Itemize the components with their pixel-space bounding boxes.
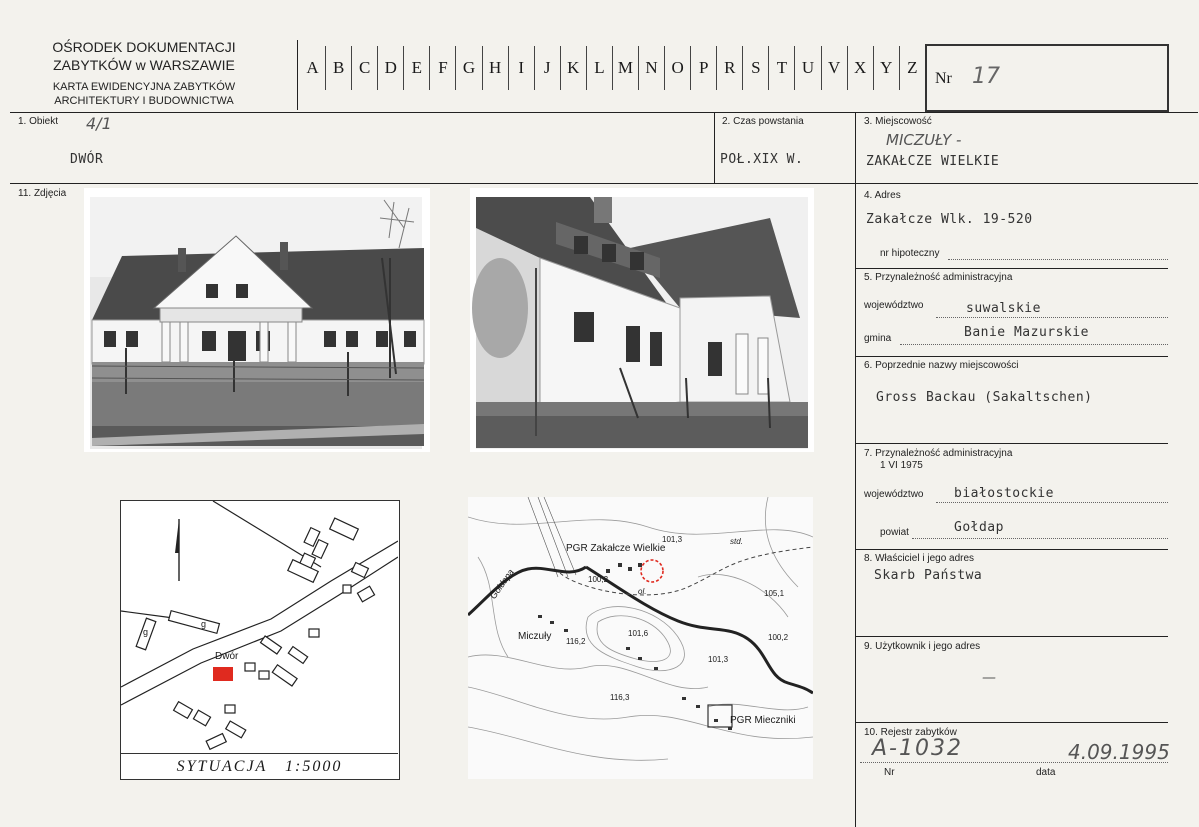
photo-side-image [470, 188, 814, 452]
obiekt-label: 1. Obiekt [18, 116, 59, 127]
org-title [20, 38, 268, 74]
g-label-1: g [143, 627, 149, 637]
alphabet-letter: Y [873, 46, 899, 90]
topo-h1013b: 101,3 [708, 655, 729, 664]
org-line2: ZABYTKÓW w WARSZAWIE [53, 57, 235, 73]
uzytk-label: 9. Użytkownik i jego adres [864, 641, 981, 652]
alphabet-letter: R [716, 46, 742, 90]
topo-h1002a: 100,2 [588, 575, 609, 584]
woj-label: województwo [864, 300, 924, 311]
topo-h1002b: 100,2 [768, 633, 789, 642]
obiekt-code: 4/1 [86, 114, 112, 133]
czas-label: 2. Czas powstania [722, 116, 804, 127]
poprz-value: Gross Backau (Sakaltschen) [876, 390, 1093, 405]
topo-pgr2: PGR Mieczniki [730, 715, 796, 726]
alphabet-letter: J [534, 46, 560, 90]
alphabet-letter: F [429, 46, 455, 90]
rule-7 [855, 443, 1168, 444]
wlasc-label: 8. Właściciel i jego adres [864, 553, 975, 564]
woj75-label: województwo [864, 489, 924, 500]
nr-value: 17 [972, 64, 1000, 89]
topo-std: std. [730, 537, 743, 546]
dwor-label: Dwór [215, 651, 239, 662]
topo-miczuly: Miczuły [518, 631, 552, 642]
topo-h1163: 116,3 [610, 693, 630, 702]
topo-h1016: 101,6 [628, 629, 649, 638]
rule-5 [855, 268, 1168, 269]
photo-side [470, 188, 814, 452]
miejsc-label: 3. Miejscowość [864, 116, 932, 127]
zdjecia-label: 11. Zdjęcia [18, 188, 67, 199]
topo-ol: ol. [638, 587, 647, 596]
hipoteczny-line [948, 259, 1168, 260]
przyn75-label1: 7. Przynależność administracyjna [864, 448, 1013, 459]
situation-caption: SYTUACJA 1:5000 [176, 758, 343, 775]
przyn75-label2: 1 VI 1975 [880, 460, 923, 471]
rule-top [10, 112, 1198, 113]
powiat-value: Gołdap [954, 520, 1004, 535]
rejestr-data-label: data [1036, 767, 1056, 778]
czas-value: POŁ.XIX W. [720, 152, 804, 167]
gmina-line [900, 344, 1168, 345]
topo-map [468, 497, 813, 779]
topo-h1051: 105,1 [764, 589, 785, 598]
miejsc-hand: MICZUŁY - [886, 131, 962, 149]
rejestr-label: 10. Rejestr zabytków [864, 727, 957, 738]
topo-h1162: 116,2 [566, 637, 586, 646]
poprz-label: 6. Poprzednie nazwy miejscowości [864, 360, 1019, 371]
alphabet-index [300, 46, 925, 90]
topo-h1013a: 101,3 [662, 535, 683, 544]
adres-value: Zakałcze Wlk. 19-520 [866, 212, 1033, 227]
alphabet-letter: H [482, 46, 508, 90]
card-title [20, 80, 268, 108]
miejsc-value: ZAKAŁCZE WIELKIE [866, 154, 1000, 169]
topo-pgr1: PGR Zakałcze Wielkie [566, 543, 666, 554]
rule-8 [855, 549, 1168, 550]
location-marker [641, 560, 663, 582]
woj-line [936, 317, 1168, 318]
rule-col-right [855, 112, 856, 827]
card-line2: ARCHITEKTURY I BUDOWNICTWA [54, 95, 234, 107]
wlasc-value: Skarb Państwa [874, 568, 983, 583]
alphabet-letter: O [664, 46, 690, 90]
alphabet-letter: M [612, 46, 638, 90]
number-box [925, 44, 1169, 112]
situation-plan [120, 500, 400, 780]
rejestr-nr: A-1032 [872, 736, 963, 761]
alphabet-letter: L [586, 46, 612, 90]
alphabet-letter: U [794, 46, 820, 90]
photo-front [84, 188, 430, 452]
rule-col-czas [714, 112, 715, 183]
rule-10 [855, 722, 1168, 723]
alphabet-letter: A [306, 58, 319, 77]
woj-value: suwalskie [966, 301, 1041, 316]
alphabet-letter: X [847, 46, 873, 90]
powiat-label: powiat [880, 527, 909, 538]
hipoteczny-label: nr hipoteczny [880, 248, 940, 259]
uzytk-value: — [982, 670, 996, 686]
dwor-marker [213, 667, 233, 681]
alphabet-letter: S [742, 46, 768, 90]
alphabet-letter: N [638, 46, 664, 90]
gmina-value: Banie Mazurskie [964, 325, 1089, 340]
g-label-2: g [201, 619, 207, 629]
alphabet-letter: B [325, 46, 351, 90]
alphabet-letter: I [508, 46, 534, 90]
nr-label: Nr [935, 70, 952, 87]
situation-caption-box [121, 753, 398, 780]
topo-goldapa: Gołdapa [488, 567, 516, 601]
situation-plan-drawing [121, 501, 398, 753]
rule-6 [855, 356, 1168, 357]
obiekt-value: DWÓR [70, 152, 104, 167]
rule-row2 [10, 183, 1198, 184]
alphabet-letter: V [821, 46, 847, 90]
alphabet-letter: C [351, 46, 377, 90]
org-line1: OŚRODEK DOKUMENTACJI [52, 39, 236, 55]
woj75-line [936, 502, 1168, 503]
rejestr-nr-label: Nr [884, 767, 895, 778]
woj75-value: białostockie [954, 486, 1054, 501]
photo-front-image [84, 188, 430, 452]
alphabet-letter: G [455, 46, 481, 90]
rejestr-line [860, 762, 1168, 763]
adres-label: 4. Adres [864, 190, 901, 201]
alphabet-letter: Z [899, 46, 925, 90]
alphabet-letter: T [768, 46, 794, 90]
alphabet-letter: P [690, 46, 716, 90]
rejestr-data: 4.09.1995 [1068, 740, 1170, 764]
alphabet-letter: K [560, 46, 586, 90]
alphabet-letter: D [377, 46, 403, 90]
alphabet-letter: E [403, 46, 429, 90]
powiat-line [912, 538, 1168, 539]
gmina-label: gmina [864, 333, 892, 344]
przyn-label: 5. Przynależność administracyjna [864, 272, 1013, 283]
card-line1: KARTA EWIDENCYJNA ZABYTKÓW [52, 81, 236, 93]
header-divider [297, 40, 298, 110]
rule-9 [855, 636, 1168, 637]
